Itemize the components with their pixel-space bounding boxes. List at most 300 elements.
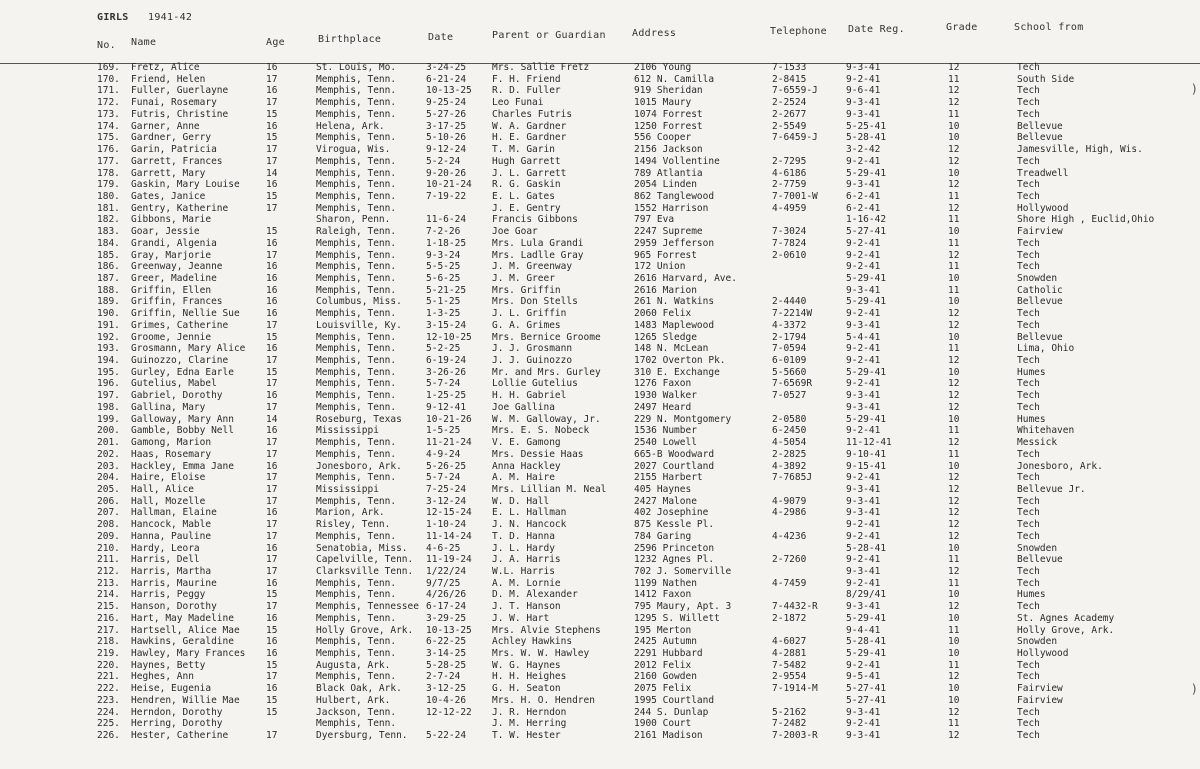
row-number: 177. [97,155,120,167]
student-age: 17 [266,378,278,390]
parent-guardian: Francis Gibbons [492,214,578,226]
school-from: Tech [1017,108,1040,120]
parent-guardian: J. L. Griffin [492,308,567,320]
parent-guardian: J. M. Greenway [492,261,573,273]
student-name: Goar, Jessie [131,226,200,238]
grade: 12 [948,495,960,507]
birth-date: 5-7-24 [426,378,461,390]
telephone: 2-2825 [772,448,807,460]
address: 1494 Vollentine [634,155,720,167]
school-from: Bellevue [1017,554,1063,566]
parent-guardian: Charles Futris [492,108,573,120]
student-age: 16 [266,296,278,308]
grade: 10 [948,694,960,706]
address: 2160 Gowden [634,671,697,683]
date-registered: 9-2-41 [846,249,881,261]
school-from: Holly Grove, Ark. [1017,624,1115,636]
grade: 12 [948,401,960,413]
grade: 12 [948,249,960,261]
row-number: 215. [97,601,120,613]
date-registered: 1-16-42 [846,214,887,226]
grade: 11 [948,108,960,120]
parent-guardian: J. E. Gentry [492,202,561,214]
birthplace: Augusta, Ark. [316,659,391,671]
row-number: 173. [97,108,120,120]
student-name: Gibbons, Marie [131,214,212,226]
school-from: Bellevue Jr. [1017,483,1086,495]
student-name: Harris, Maurine [131,577,217,589]
student-age: 16 [266,120,278,132]
date-registered: 8/29/41 [846,589,887,601]
birthplace: Memphis, Tenn. [316,308,397,320]
student-age: 17 [266,554,278,566]
school-from: Tech [1017,237,1040,249]
student-name: Groome, Jennie [131,331,212,343]
table-row [0,62,1200,74]
table-row [0,156,1200,168]
telephone: 7-5482 [772,659,807,671]
date-registered: 9-2-41 [846,519,881,531]
telephone: 7-0594 [772,343,807,355]
birth-date: 5-22-24 [426,730,467,741]
row-number: 208. [97,519,120,531]
birthplace: Memphis, Tenn. [316,718,397,730]
birthplace: Memphis, Tenn. [316,589,397,601]
student-name: Herndon, Dorothy [131,706,223,718]
birthplace: Memphis, Tenn. [316,284,397,296]
birthplace: Virogua, Wis. [316,144,391,155]
row-number: 224. [97,706,120,718]
birth-date: 1-25-25 [426,390,467,402]
student-name: Hanson, Dorothy [131,601,217,613]
birthplace: Senatobia, Miss. [316,542,408,554]
address: 1552 Harrison [634,202,709,214]
birth-date: 3-26-26 [426,366,467,378]
birth-date: 5-2-24 [426,155,461,167]
grade: 10 [948,683,960,695]
student-age: 17 [266,249,278,261]
birthplace: Memphis, Tenn. [316,355,397,366]
parent-guardian: J. M. Herring [492,718,567,730]
address: 2616 Marion [634,284,697,296]
row-number: 212. [97,566,120,577]
birthplace: Memphis, Tenn. [316,108,397,120]
student-name: Harris, Peggy [131,589,206,601]
birth-date: 1-3-25 [426,308,461,320]
student-name: Greenway, Jeanne [131,261,223,273]
table-row [0,472,1200,484]
student-name: Haas, Rosemary [131,448,212,460]
grade: 10 [948,331,960,343]
address: 2425 Autumn [634,636,697,648]
birth-date: 4-6-25 [426,542,461,554]
student-age: 16 [266,425,278,437]
date-registered: 5-25-41 [846,120,887,132]
birth-date: 5-1-25 [426,296,461,308]
date-registered: 9-3-41 [846,601,881,613]
school-from: Jamesville, High, Wis. [1017,144,1143,155]
telephone: 7-7001-W [772,190,818,202]
school-from: Tech [1017,530,1040,542]
birthplace: Memphis, Tenn. [316,132,397,144]
birthplace: Dyersburg, Tenn. [316,730,408,741]
row-number: 199. [97,413,120,425]
school-from: St. Agnes Academy [1017,612,1115,624]
date-registered: 9-3-41 [846,401,881,413]
grade: 12 [948,601,960,613]
birth-date: 4-9-24 [426,448,461,460]
address: 1536 Number [634,425,697,437]
birth-date: 9-12-41 [426,401,467,413]
address: 2497 Heard [634,401,692,413]
row-number: 188. [97,284,120,296]
row-number: 202. [97,448,120,460]
grade: 12 [948,530,960,542]
student-age: 17 [266,566,278,577]
school-from: Whitehaven [1017,425,1075,437]
birth-date: 3-29-25 [426,612,467,624]
birthplace: Clarksville Tenn. [316,566,414,577]
row-number: 223. [97,694,120,706]
birthplace: Holly Grove, Ark. [316,624,414,636]
birthplace: Memphis, Tenn. [316,273,397,284]
table-row [0,671,1200,683]
school-from: Tech [1017,448,1040,460]
student-age: 17 [266,319,278,331]
student-name: Hackley, Emma Jane [131,460,234,472]
table-row [0,449,1200,461]
student-age: 16 [266,636,278,648]
birth-date: 7-25-24 [426,483,467,495]
col-header-date: Date [428,32,454,43]
grade: 12 [948,390,960,402]
student-name: Harris, Dell [131,554,200,566]
birth-date: 5-2-25 [426,343,461,355]
parent-guardian: Mrs. H. O. Hendren [492,694,595,706]
school-from: Fairview [1017,226,1063,238]
date-registered: 5-29-41 [846,413,887,425]
telephone: 2-7295 [772,155,807,167]
student-age: 17 [266,155,278,167]
birthplace: Mississippi [316,483,379,495]
school-from: Hollywood [1017,648,1069,659]
address: 2012 Felix [634,659,692,671]
student-age: 16 [266,507,278,519]
telephone: 2-9554 [772,671,807,683]
grade: 11 [948,73,960,85]
birth-date: 10-13-25 [426,624,472,636]
row-number: 214. [97,589,120,601]
student-age: 16 [266,343,278,355]
table-row [0,250,1200,262]
table-row [0,589,1200,601]
table-row [0,461,1200,473]
row-number: 179. [97,179,120,191]
table-row [0,566,1200,578]
school-from: Tech [1017,706,1040,718]
date-registered: 5-29-41 [846,366,887,378]
row-number: 197. [97,390,120,402]
date-registered: 9-2-41 [846,73,881,85]
student-name: Hancock, Mable [131,519,212,531]
birth-date: 3-12-25 [426,683,467,695]
student-name: Hall, Mozelle [131,495,206,507]
table-row [0,168,1200,180]
row-number: 196. [97,378,120,390]
row-number: 174. [97,120,120,132]
birth-date: 9/7/25 [426,577,461,589]
row-number: 213. [97,577,120,589]
birthplace: Memphis, Tenn. [316,97,397,109]
parent-guardian: H. H. Gabriel [492,390,567,402]
address: 2247 Supreme [634,226,703,238]
register-year: 1941-42 [148,12,193,23]
address: 1199 Nathen [634,577,697,589]
grade: 12 [948,519,960,531]
student-name: Gurley, Edna Earle [131,366,234,378]
table-row [0,578,1200,590]
date-registered: 9-3-41 [846,507,881,519]
parent-guardian: Mrs. Sallie Fretz [492,62,590,73]
birth-date: 5-26-25 [426,460,467,472]
address: 2075 Felix [634,683,692,695]
student-name: Hawkins, Geraldine [131,636,234,648]
school-from: Tech [1017,519,1040,531]
birthplace: Memphis, Tenn. [316,237,397,249]
school-from: Bellevue [1017,132,1063,144]
parent-guardian: Mr. and Mrs. Gurley [492,366,601,378]
table-row [0,343,1200,355]
student-name: Galloway, Mary Ann [131,413,234,425]
school-from: Lima, Ohio [1017,343,1075,355]
student-name: Funai, Rosemary [131,97,217,109]
grade: 10 [948,273,960,284]
table-row [0,695,1200,707]
date-registered: 11-12-41 [846,437,892,448]
student-age: 14 [266,413,278,425]
birthplace: Memphis, Tenn. [316,179,397,191]
date-registered: 9-2-41 [846,577,881,589]
student-name: Griffin, Frances [131,296,223,308]
birthplace: Memphis, Tenn. [316,636,397,648]
birthplace: Memphis, Tenn. [316,577,397,589]
address: 1483 Maplewood [634,319,715,331]
birth-date: 10-21-26 [426,413,472,425]
address: 2106 Young [634,62,692,73]
parent-guardian: T. M. Garin [492,144,555,155]
table-row [0,402,1200,414]
telephone: 4-7459 [772,577,807,589]
birthplace: Memphis, Tenn. [316,437,397,448]
student-age: 16 [266,308,278,320]
date-registered: 9-4-41 [846,624,881,636]
row-number: 222. [97,683,120,695]
student-name: Friend, Helen [131,73,206,85]
grade: 12 [948,155,960,167]
date-registered: 9-3-41 [846,284,881,296]
school-from: Tech [1017,401,1040,413]
grade: 11 [948,261,960,273]
student-name: Garner, Anne [131,120,200,132]
student-age: 16 [266,683,278,695]
telephone: 7-1914-M [772,683,818,695]
table-row [0,144,1200,156]
birthplace: Memphis, Tenn. [316,366,397,378]
birth-date: 12-15-24 [426,507,472,519]
student-age: 17 [266,448,278,460]
date-registered: 5-27-41 [846,226,887,238]
student-name: Garin, Patricia [131,144,217,155]
address: 2959 Jefferson [634,237,715,249]
school-from: Fairview [1017,683,1063,695]
grade: 12 [948,483,960,495]
margin-mark: ) [1190,82,1198,96]
row-number: 210. [97,542,120,554]
grade: 10 [948,167,960,179]
school-from: Tech [1017,355,1040,366]
birth-date: 1/22/24 [426,566,467,577]
telephone: 5-5660 [772,366,807,378]
parent-guardian: V. E. Gamong [492,437,561,448]
table-row [0,730,1200,742]
birth-date: 11-21-24 [426,437,472,448]
school-from: Bellevue [1017,120,1063,132]
table-row [0,85,1200,97]
birthplace: Memphis, Tenn. [316,331,397,343]
date-registered: 9-2-41 [846,308,881,320]
date-registered: 9-2-41 [846,378,881,390]
student-name: Harris, Martha [131,566,212,577]
row-number: 195. [97,366,120,378]
student-age: 17 [266,483,278,495]
telephone: 7-6459-J [772,132,818,144]
grade: 12 [948,355,960,366]
birth-date: 1-5-25 [426,425,461,437]
student-age: 16 [266,542,278,554]
col-header-date-reg: Date Reg. [848,24,905,35]
birthplace: Memphis, Tenn. [316,530,397,542]
birth-date: 1-18-25 [426,237,467,249]
birth-date: 6-21-24 [426,73,467,85]
student-name: Haire, Eloise [131,472,206,484]
parent-guardian: Mrs. Ladlle Gray [492,249,584,261]
telephone: 2-7260 [772,554,807,566]
table-row [0,332,1200,344]
telephone: 7-7685J [772,472,813,484]
birthplace: Jonesboro, Ark. [316,460,402,472]
student-age: 15 [266,706,278,718]
parent-guardian: Mrs. Don Stells [492,296,578,308]
table-row [0,484,1200,496]
date-registered: 5-27-41 [846,694,887,706]
student-age: 17 [266,401,278,413]
parent-guardian: Mrs. Alvie Stephens [492,624,601,636]
table-row [0,707,1200,719]
date-registered: 9-2-41 [846,261,881,273]
birthplace: Memphis, Tenn. [316,648,397,659]
parent-guardian: Mrs. E. S. Nobeck [492,425,590,437]
birth-date: 11-6-24 [426,214,467,226]
birth-date: 9-20-26 [426,167,467,179]
parent-guardian: J. W. Hart [492,612,550,624]
birthplace: Memphis, Tenn. [316,612,397,624]
parent-guardian: R. D. Fuller [492,85,561,97]
date-registered: 9-2-41 [846,355,881,366]
school-from: Tech [1017,507,1040,519]
grade: 10 [948,366,960,378]
telephone: 7-2003-R [772,730,818,741]
telephone: 4-5054 [772,437,807,448]
telephone: 2-0580 [772,413,807,425]
grade: 12 [948,706,960,718]
student-name: Heise, Eugenia [131,683,212,695]
school-from: Snowden [1017,273,1058,284]
student-name: Gutelius, Mabel [131,378,217,390]
student-name: Gates, Janice [131,190,206,202]
birthplace: Memphis, Tenn. [316,495,397,507]
telephone: 2-8415 [772,73,807,85]
birthplace: Hulbert, Ark. [316,694,391,706]
student-age: 16 [266,62,278,73]
telephone: 7-7824 [772,237,807,249]
date-registered: 3-2-42 [846,144,881,155]
address: 965 Forrest [634,249,697,261]
student-age: 17 [266,144,278,155]
student-name: Gamong, Marion [131,437,212,448]
grade: 12 [948,308,960,320]
table-row [0,648,1200,660]
row-number: 183. [97,226,120,238]
address: 402 Josephine [634,507,709,519]
student-age: 16 [266,273,278,284]
grade: 10 [948,542,960,554]
table-row [0,273,1200,285]
school-from: Shore High , Euclid,Ohio [1017,214,1155,226]
school-from: Tech [1017,577,1040,589]
row-number: 185. [97,249,120,261]
student-name: Grimes, Catherine [131,319,229,331]
birthplace: St. Louis, Mo. [316,62,397,73]
parent-guardian: J. A. Harris [492,554,561,566]
telephone: 4-3372 [772,319,807,331]
margin-mark: ) [1190,682,1198,696]
parent-guardian: F. H. Friend [492,73,561,85]
student-age: 17 [266,671,278,683]
grade: 10 [948,413,960,425]
birthplace: Memphis, Tenn. [316,448,397,460]
birthplace: Memphis, Tenn. [316,378,397,390]
parent-guardian: W. A. Gardner [492,120,567,132]
col-header-age: Age [266,37,285,48]
parent-guardian: Mrs. Lula Grandi [492,237,584,249]
parent-guardian: Mrs. W. W. Hawley [492,648,590,659]
telephone: 7-2214W [772,308,813,320]
table-row [0,543,1200,555]
table-row [0,507,1200,519]
student-age: 16 [266,460,278,472]
school-from: Tech [1017,671,1040,683]
parent-guardian: Mrs. Griffin [492,284,561,296]
parent-guardian: Lollie Gutelius [492,378,578,390]
birth-date: 12-10-25 [426,331,472,343]
student-name: Grandi, Algenia [131,237,217,249]
date-registered: 9-3-41 [846,179,881,191]
parent-guardian: Joe Goar [492,226,538,238]
birthplace: Sharon, Penn. [316,214,391,226]
student-age: 17 [266,530,278,542]
parent-guardian: Achley Hawkins [492,636,573,648]
date-registered: 9-3-41 [846,730,881,741]
